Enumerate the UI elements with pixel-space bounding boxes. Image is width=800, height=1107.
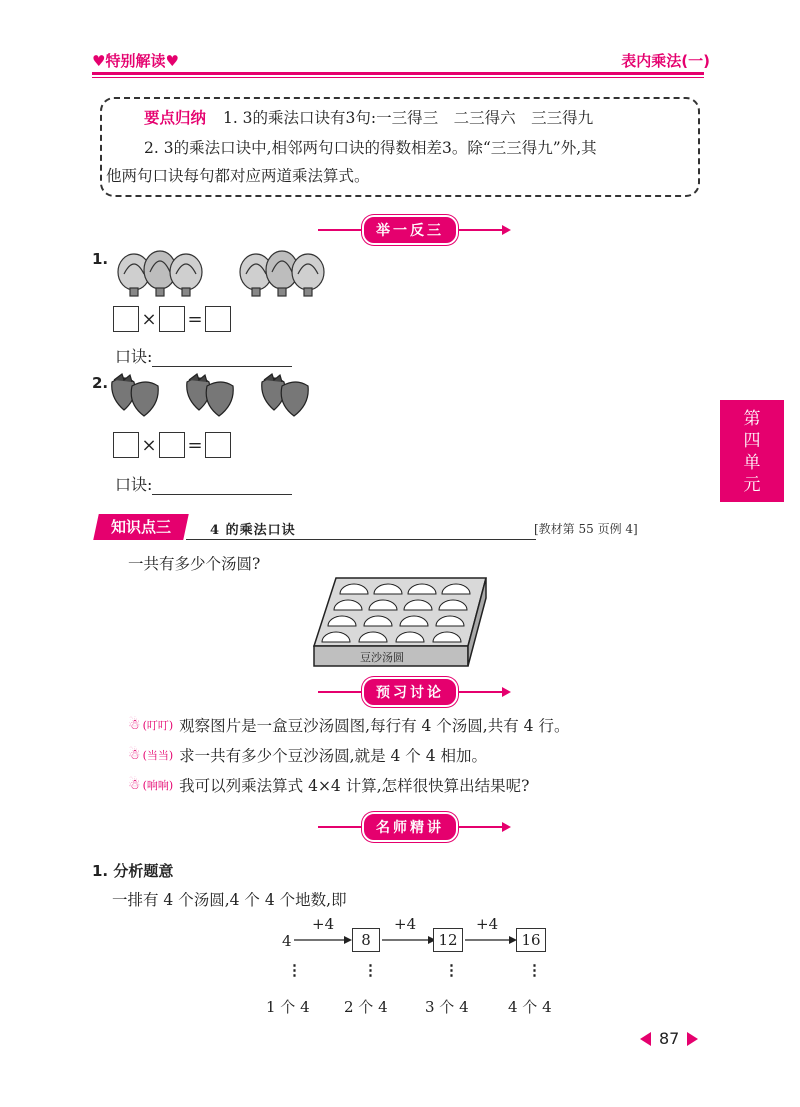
cabbage-group-2 <box>240 251 324 296</box>
key-point-1: 1. 3的乘法口诀有3句:一三得三 二三得六 三三得九 <box>222 109 594 127</box>
key-points-box <box>100 97 700 197</box>
flow-arrow-1 <box>292 930 352 950</box>
analysis-text: 一排有 4 个汤圆,4 个 4 个地数,即 <box>112 891 347 909</box>
flow-count-label: 2 个 4 <box>344 998 388 1016</box>
flow-arrow-2 <box>380 930 436 950</box>
answer-box[interactable] <box>159 432 185 458</box>
flow-start-value: 4 <box>282 932 292 950</box>
vertical-dots: ⋮ <box>444 961 459 979</box>
question-1-equation: × = <box>113 306 231 332</box>
question-1-number: 1. <box>92 250 109 268</box>
strawberry-group-3 <box>262 374 308 416</box>
answer-box[interactable] <box>205 306 231 332</box>
answer-box[interactable] <box>205 432 231 458</box>
key-point-2-cont: 他两句口诀每句都对应两道乘法算式。 <box>106 167 370 185</box>
header-chapter-title: 表内乘法(一) <box>621 52 710 70</box>
answer-box[interactable] <box>159 306 185 332</box>
banner-preview-discussion: 预习讨论 <box>318 679 511 705</box>
prev-triangle-icon <box>640 1032 651 1046</box>
unit-side-tab: 第 四 单 元 <box>720 400 784 502</box>
key-points-title: 要点归纳 <box>144 109 207 127</box>
banner-teacher-explain: 名师精讲 <box>318 814 511 840</box>
dialog-line-1: ☃ (叮叮) 观察图片是一盒豆沙汤圆图,每行有 4 个汤圆,共有 4 行。 <box>128 717 570 735</box>
strawberry-group-1 <box>112 374 158 416</box>
knowledge-point-title: 4 的乘法口诀 <box>210 523 296 538</box>
koujue-answer-line[interactable] <box>152 350 292 367</box>
vertical-dots: ⋮ <box>363 961 378 979</box>
key-point-2: 2. 3的乘法口诀中,相邻两句口诀的得数相差3。除“三三得九”外,其 <box>144 139 597 157</box>
cabbage-group-1 <box>118 251 202 296</box>
question-text: 一共有多少个汤圆? <box>128 555 261 573</box>
flow-step-label: +4 <box>394 915 417 933</box>
answer-box[interactable] <box>113 432 139 458</box>
box-label: 豆沙汤圆 <box>360 651 404 664</box>
question-2-koujue: 口诀: <box>115 472 292 495</box>
strawberry-illustration <box>104 372 324 424</box>
header-section-label: ♥特别解读♥ <box>92 52 179 70</box>
header-rule <box>92 72 704 75</box>
banner-practice: 举一反三 <box>318 217 511 243</box>
knowledge-point-tag: 知识点三 <box>93 514 189 540</box>
strawberry-group-2 <box>187 374 233 416</box>
flow-count-label: 4 个 4 <box>508 998 552 1016</box>
flow-step-label: +4 <box>312 915 335 933</box>
analysis-heading: 1. 分析题意 <box>92 862 174 880</box>
header-rule-thin <box>92 77 704 78</box>
cabbage-illustration <box>112 244 337 300</box>
koujue-answer-line[interactable] <box>152 478 292 495</box>
vertical-dots: ⋮ <box>287 961 302 979</box>
dialog-line-3: ☃ (响响) 我可以列乘法算式 4×4 计算,怎样很快算出结果呢? <box>128 777 530 795</box>
question-2-number: 2. <box>92 374 109 392</box>
vertical-dots: ⋮ <box>527 961 542 979</box>
question-1-koujue: 口诀: <box>115 344 292 367</box>
knowledge-point-rule <box>186 539 536 540</box>
dialog-line-2: ☃ (当当) 求一共有多少个豆沙汤圆,就是 4 个 4 相加。 <box>128 747 488 765</box>
question-2-equation: × = <box>113 432 231 458</box>
snowman-icon: ☃ <box>128 747 141 763</box>
answer-box[interactable] <box>113 306 139 332</box>
page-number: 87 <box>640 1029 698 1048</box>
snowman-icon: ☃ <box>128 717 141 733</box>
flow-value-box: 16 <box>516 928 546 952</box>
flow-value-box: 8 <box>352 928 380 952</box>
flow-count-label: 3 个 4 <box>425 998 469 1016</box>
flow-arrow-3 <box>463 930 517 950</box>
flow-count-label: 1 个 4 <box>266 998 310 1016</box>
snowman-icon: ☃ <box>128 777 141 793</box>
textbook-reference: [教材第 55 页例 4] <box>534 522 638 536</box>
next-triangle-icon <box>687 1032 698 1046</box>
flow-value-box: 12 <box>433 928 463 952</box>
flow-step-label: +4 <box>476 915 499 933</box>
